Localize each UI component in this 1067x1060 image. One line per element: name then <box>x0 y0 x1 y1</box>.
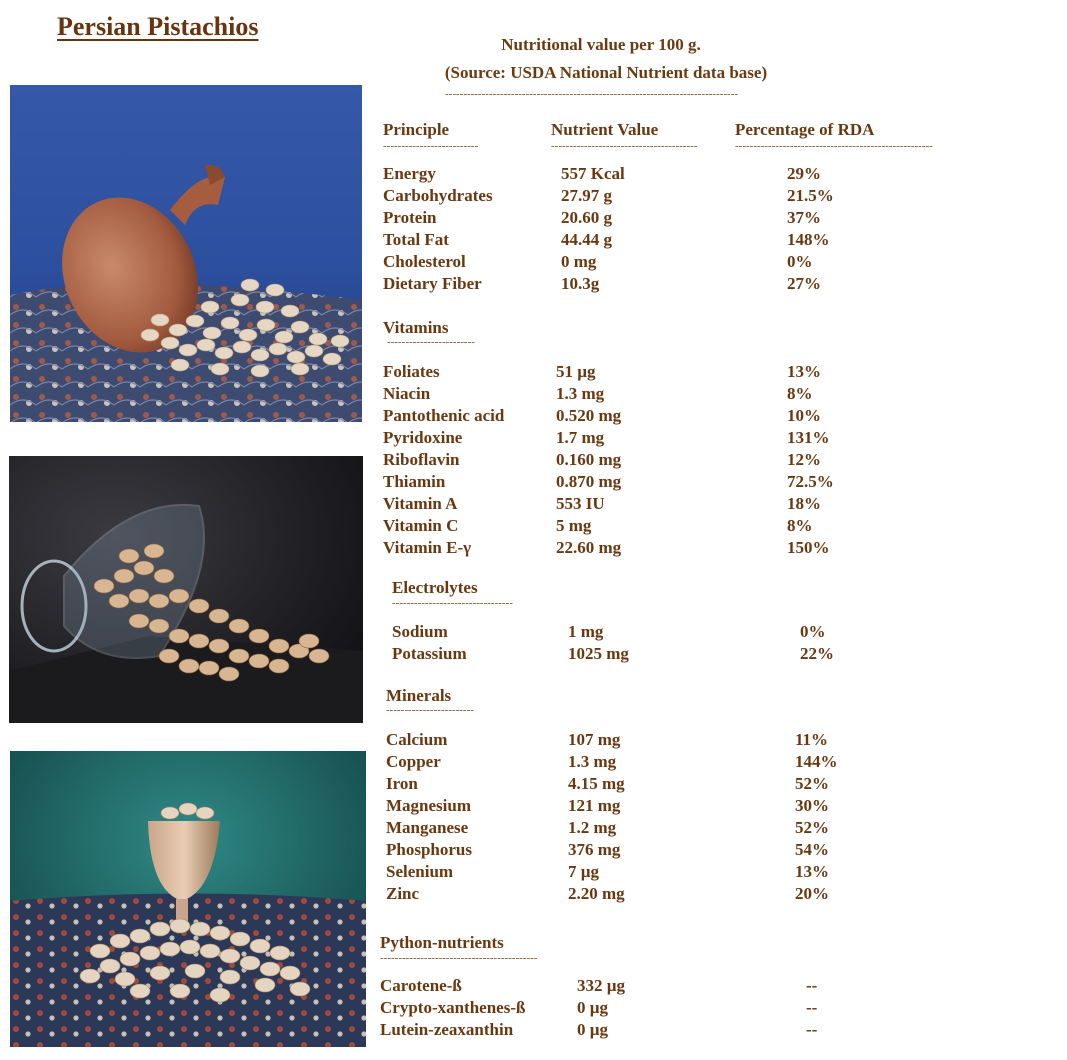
nutrient-rda: 8% <box>787 516 813 535</box>
nutrient-value: 553 IU <box>556 494 605 513</box>
nutrient-name: Foliates <box>383 362 440 381</box>
column-header-value: Nutrient Value <box>551 120 659 139</box>
nutrient-rda: 72.5% <box>787 472 834 491</box>
nutrient-rda: 12% <box>787 450 821 469</box>
nutrient-name: Pantothenic acid <box>383 406 505 425</box>
section-heading-minerals: Minerals <box>386 686 452 705</box>
nutrient-value: 0.870 mg <box>556 472 622 491</box>
nutrient-value: 376 mg <box>568 840 621 859</box>
nutrient-rda: 29% <box>787 164 821 183</box>
section-heading-electrolytes: Electrolytes <box>392 578 478 597</box>
nutrient-name: Vitamin A <box>383 494 458 513</box>
nutrient-rda: -- <box>806 976 818 995</box>
section-underline-vitamins: ------------------------ <box>387 336 475 348</box>
nutrient-rda: 150% <box>787 538 830 557</box>
nutrient-rda: 148% <box>787 230 830 249</box>
nutrient-name: Carotene-ß <box>380 976 462 995</box>
nutrient-name: Zinc <box>386 884 420 903</box>
column-header-principle: Principle <box>383 120 450 139</box>
nutrient-rda: 11% <box>795 730 829 749</box>
nutrient-value: 22.60 mg <box>556 538 622 557</box>
nutrient-rda: 0% <box>787 252 813 271</box>
nutrient-rda: 13% <box>787 362 821 381</box>
nutrient-value: 2.20 mg <box>568 884 625 903</box>
nutrient-name: Pyridoxine <box>383 428 463 447</box>
nutrient-name: Potassium <box>392 644 467 663</box>
header-divider: -------------------------------------------------------------------------------- <box>445 88 739 100</box>
nutrient-rda: 10% <box>787 406 821 425</box>
nutrient-name: Riboflavin <box>383 450 460 469</box>
clay-jug-pistachio-photo <box>10 85 362 422</box>
column-underline-rda: ------------------------------------------------------ <box>735 140 933 152</box>
wooden-cup-pistachio-photo <box>10 751 366 1047</box>
nutrient-rda: -- <box>806 1020 818 1039</box>
nutrient-value: 51 µg <box>556 362 596 381</box>
nutrient-name: Copper <box>386 752 441 771</box>
nutrient-value: 44.44 g <box>561 230 612 249</box>
nutrient-rda: 54% <box>795 840 829 859</box>
nutrient-value: 27.97 g <box>561 186 612 205</box>
nutrient-rda: 52% <box>795 774 829 793</box>
nutrient-value: 1025 mg <box>568 644 629 663</box>
nutrient-name: Lutein-zeaxanthin <box>380 1020 514 1039</box>
nutrient-name: Vitamin C <box>383 516 459 535</box>
nutrient-name: Magnesium <box>386 796 471 815</box>
nutrient-value: 0 µg <box>577 1020 609 1039</box>
nutrient-value: 1.2 mg <box>568 818 617 837</box>
nutrient-rda: 22% <box>800 644 834 663</box>
nutrient-value: 557 Kcal <box>561 164 625 183</box>
section-underline-phytonutrients: ------------------------------------------- <box>380 952 538 964</box>
nutrient-name: Phosphorus <box>386 840 472 859</box>
nutrition-basis: Nutritional value per 100 g. <box>501 35 701 54</box>
nutrient-name: Energy <box>383 164 436 183</box>
nutrient-value: 1.3 mg <box>556 384 605 403</box>
nutrient-value: 10.3g <box>561 274 600 293</box>
nutrient-name: Dietary Fiber <box>383 274 482 293</box>
nutrient-name: Carbohydrates <box>383 186 493 205</box>
nutrient-rda: 131% <box>787 428 830 447</box>
nutrient-value: 0.520 mg <box>556 406 622 425</box>
nutrient-name: Cholesterol <box>383 252 466 271</box>
section-underline-electrolytes: --------------------------------- <box>392 597 513 609</box>
nutrient-row <box>0 730 829 752</box>
nutrient-name: Niacin <box>383 384 431 403</box>
nutrient-name: Manganese <box>386 818 469 837</box>
nutrient-name: Crypto-xanthenes-ß <box>380 998 526 1017</box>
nutrient-value: 1 mg <box>568 622 604 641</box>
nutrient-rda: 144% <box>795 752 838 771</box>
nutrient-rda: 0% <box>800 622 826 641</box>
nutrient-value: 0 mg <box>561 252 597 271</box>
nutrient-rda: 20% <box>795 884 829 903</box>
nutrient-value: 121 mg <box>568 796 621 815</box>
nutrient-value: 5 mg <box>556 516 592 535</box>
nutrient-name: Selenium <box>386 862 454 881</box>
nutrient-name: Vitamin E-γ <box>383 538 472 557</box>
section-heading-phytonutrients: Python-nutrients <box>380 933 504 952</box>
nutrient-rda: 18% <box>787 494 821 513</box>
column-underline-value: ---------------------------------------- <box>551 140 698 152</box>
nutrient-rda: 52% <box>795 818 829 837</box>
nutrient-rda: 13% <box>795 862 829 881</box>
column-header-rda: Percentage of RDA <box>735 120 875 139</box>
nutrient-row <box>0 428 830 450</box>
nutrient-name: Total Fat <box>383 230 449 249</box>
nutrient-value: 1.3 mg <box>568 752 617 771</box>
section-underline-minerals: ------------------------ <box>386 704 474 716</box>
column-underline-principle: -------------------------- <box>383 140 479 152</box>
section-heading-vitamins: Vitamins <box>383 318 449 337</box>
nutrient-name: Calcium <box>386 730 448 749</box>
nutrient-rda: 21.5% <box>787 186 834 205</box>
nutrient-value: 20.60 g <box>561 208 612 227</box>
nutrient-rda: 30% <box>795 796 829 815</box>
nutrient-rda: 37% <box>787 208 821 227</box>
nutrient-name: Protein <box>383 208 437 227</box>
nutrient-value: 7 µg <box>568 862 600 881</box>
nutrient-value: 0.160 mg <box>556 450 622 469</box>
nutrient-value: 0 µg <box>577 998 609 1017</box>
nutrient-name: Sodium <box>392 622 448 641</box>
nutrient-value: 4.15 mg <box>568 774 625 793</box>
nutrient-rda: -- <box>806 998 818 1017</box>
nutrient-rda: 27% <box>787 274 821 293</box>
nutrient-name: Thiamin <box>383 472 446 491</box>
nutrient-value: 107 mg <box>568 730 621 749</box>
page-title: Persian Pistachios <box>57 12 259 41</box>
data-source: (Source: USDA National Nutrient data base) <box>444 63 768 82</box>
nutrient-value: 1.7 mg <box>556 428 605 447</box>
nutrient-name: Iron <box>386 774 418 793</box>
nutrient-value: 332 µg <box>577 976 626 995</box>
glass-bowl-pistachio-photo <box>9 456 363 723</box>
nutrient-rda: 8% <box>787 384 813 403</box>
